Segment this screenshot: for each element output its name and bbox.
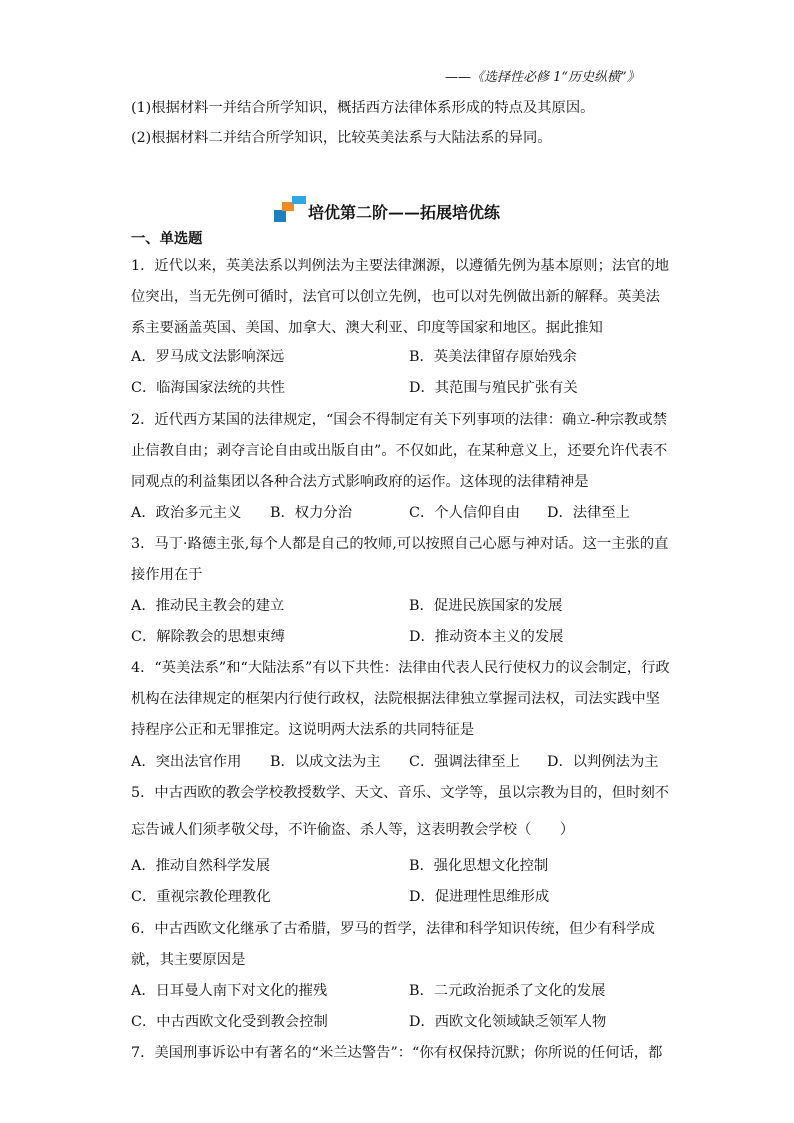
material-source: ——《选择性必修 1“历史纵横”》 — [445, 70, 640, 85]
question-5-option-c: C．重视宗教伦理教化 — [131, 889, 271, 905]
banner-title: 培优第二阶——拓展培优练 — [308, 203, 501, 222]
question-4-option-d: D．以判例法为主 — [547, 754, 659, 770]
question-4-option-a: A．突出法官作用 — [131, 754, 242, 770]
question-1-option-d: D．其范围与殖民扩张有关 — [409, 380, 578, 396]
section-heading: 一、单选题 — [131, 231, 203, 247]
steps-icon — [272, 196, 308, 226]
question-part-1: (1)根据材料一并结合所学知识，概括西方法律体系形成的特点及其原因。 — [131, 100, 595, 116]
question-2-option-a: A．政治多元主义 — [131, 505, 242, 521]
question-3-option-c: C．解除教会的思想束缚 — [131, 629, 285, 645]
question-6-option-a: A．日耳曼人南下对文化的摧残 — [131, 983, 328, 999]
question-5-option-b: B．强化思想文化控制 — [409, 858, 549, 874]
question-5-option-d: D．促进理性思维形成 — [409, 889, 550, 905]
question-3-line-2: 接作用在于 — [131, 567, 203, 583]
question-7-line-1: 7．美国刑事诉讼中有著名的“米兰达警告”：“你有权保持沉默；你所说的任何话，都 — [131, 1045, 663, 1061]
question-5-line-1: 5．中古西欧的教会学校教授数学、天文、音乐、文学等，虽以宗教为目的，但时刻不 — [131, 785, 670, 801]
question-1-option-a: A．罗马成文法影响深远 — [131, 349, 285, 365]
question-2-option-b: B．权力分治 — [270, 505, 352, 521]
question-6-line-1: 6．中古西欧文化继承了古希腊，罗马的哲学，法律和科学知识传统，但少有科学成 — [131, 921, 655, 937]
question-6-option-b: B．二元政治扼杀了文化的发展 — [409, 983, 606, 999]
question-part-2: (2)根据材料二并结合所学知识，比较英美法系与大陆法系的异同。 — [131, 130, 552, 146]
question-3-line-1: 3．马丁·路德主张,每个人都是自己的牧师,可以按照自己心愿与神对话。这一主张的直 — [131, 536, 669, 552]
question-2-option-d: D．法律至上 — [547, 505, 630, 521]
question-4-option-c: C．强调法律至上 — [409, 754, 521, 770]
question-5-line-2: 忘告诫人们须孝敬父母，不许偷盗、杀人等，这表明教会学校（ ） — [131, 822, 575, 838]
question-3-option-b: B．促进民族国家的发展 — [409, 598, 563, 614]
question-1-option-c: C．临海国家法统的共性 — [131, 380, 285, 396]
question-3-option-d: D．推动资本主义的发展 — [409, 629, 564, 645]
question-6-option-d: D．西欧文化领域缺乏领军人物 — [409, 1014, 607, 1030]
question-6-option-c: C．中古西欧文化受到教会控制 — [131, 1014, 328, 1030]
question-2-option-c: C．个人信仰自由 — [409, 505, 521, 521]
question-2-line-1: 2．近代西方某国的法律规定，“国会不得制定有关下列事项的法律：确立-种宗教或禁 — [131, 412, 667, 428]
question-4-line-1: 4．“英美法系”和“大陆法系”有以下共性：法律由代表人民行使权力的议会制定，行政 — [131, 660, 670, 676]
question-1-option-b: B．英美法律留存原始残余 — [409, 349, 577, 365]
question-4-option-b: B．以成文法为主 — [270, 754, 381, 770]
question-1-line-2: 位突出，当无先例可循时，法官可以创立先例，也可以对先例做出新的解释。英美法 — [131, 289, 660, 305]
question-6-line-2: 就，其主要原因是 — [131, 952, 246, 968]
question-2-line-2: 止信教自由；剥夺言论自由或出版自由”。不仅如此，在某种意义上，还要允许代表不 — [131, 443, 668, 459]
question-1-line-3: 系主要涵盖英国、美国、加拿大、澳大利亚、印度等国家和地区。据此推知 — [131, 320, 603, 336]
question-4-line-3: 持程序公正和无罪推定。这说明两大法系的共同特征是 — [131, 722, 475, 738]
question-2-line-3: 同观点的利益集团以各种合法方式影响政府的运作。这体现的法律精神是 — [131, 474, 589, 490]
question-3-option-a: A．推动民主教会的建立 — [131, 598, 285, 614]
question-4-line-2: 机构在法律规定的框架内行使行政权，法院根据法律独立掌握司法权，司法实践中坚 — [131, 691, 660, 707]
question-5-option-a: A．推动自然科学发展 — [131, 858, 270, 874]
question-1-line-1: 1．近代以来，英美法系以判例法为主要法律渊源，以遵循先例为基本原则；法官的地 — [131, 258, 670, 274]
